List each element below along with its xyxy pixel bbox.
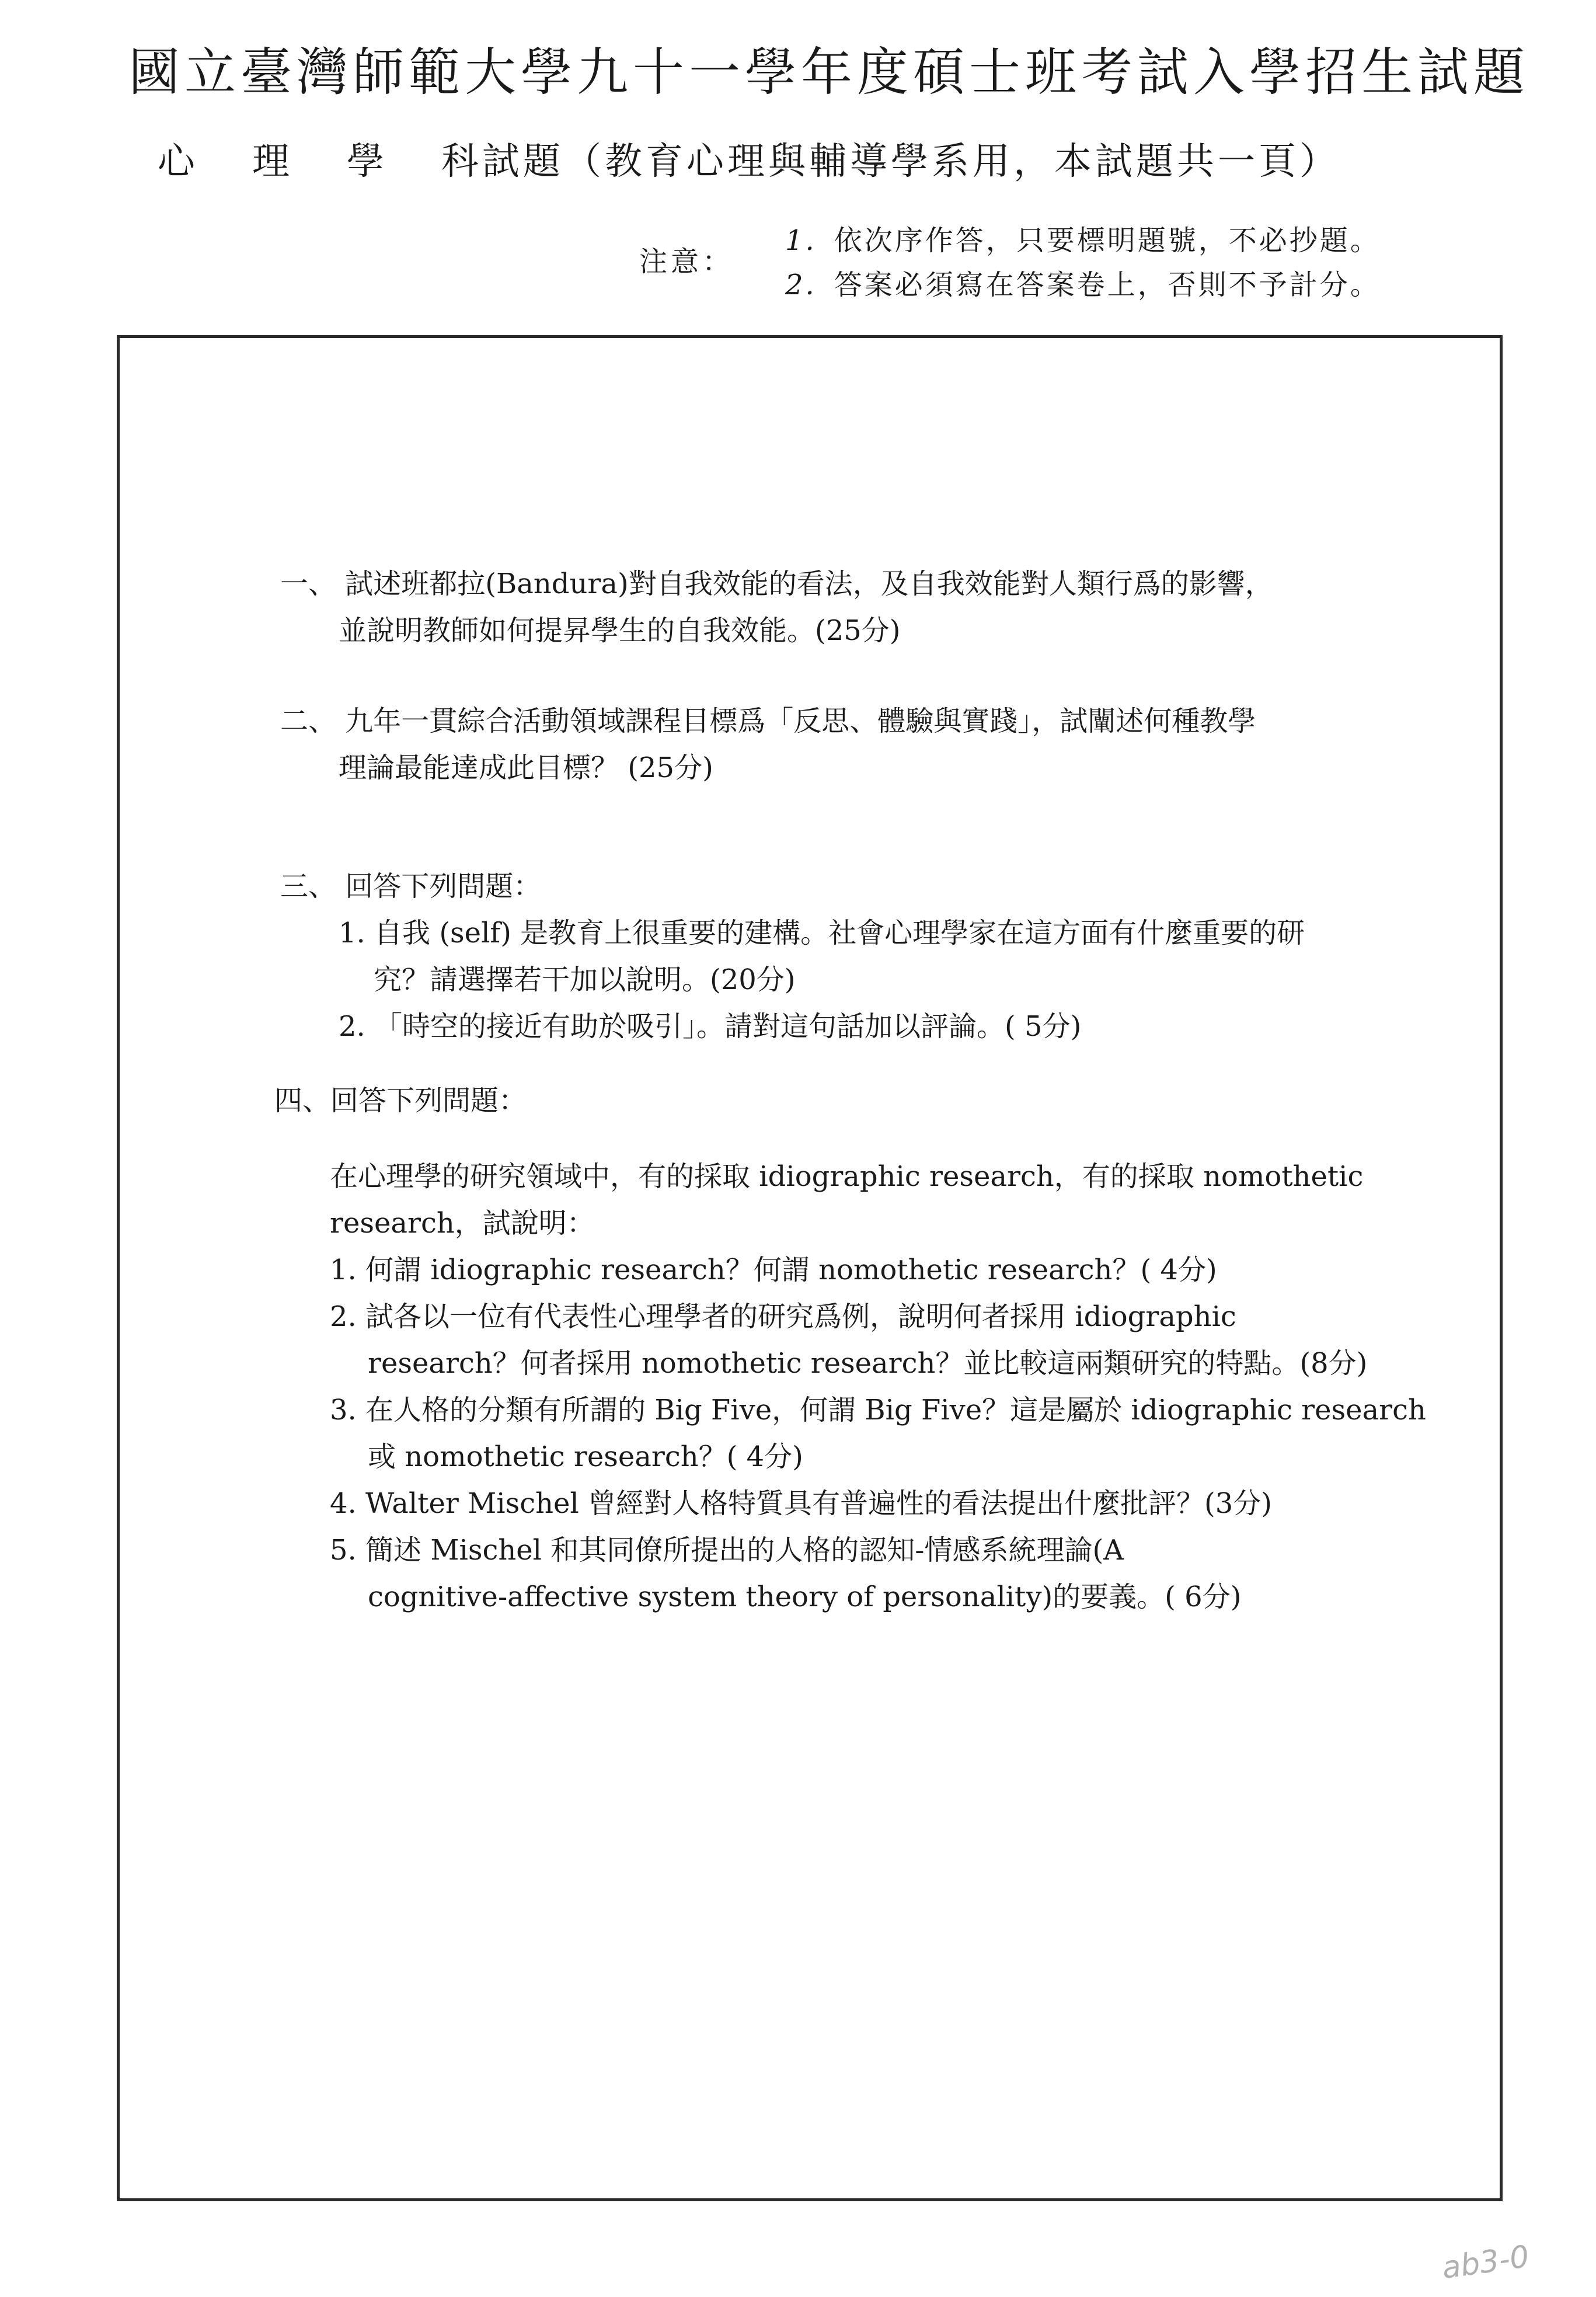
question-4-item-3-line-1: 3. 在人格的分類有所謂的 Big Five，何謂 Big Five？這是屬於 idiographic research [330, 1394, 1426, 1426]
question-4-item-2-line-1: 2. 試各以一位有代表性心理學者的研究爲例，說明何者採用 idiographic [330, 1300, 1236, 1333]
corner-handwritten-mark: ab3-0 [1440, 2239, 1532, 2286]
question-4 [274, 1077, 1426, 1620]
subject-char-1: 心 [158, 140, 195, 183]
notice-label: 注意： [639, 245, 734, 278]
exam-subtitle [158, 140, 1340, 183]
notice-item [785, 271, 1381, 315]
question-4-item-5-line-1: 5. 簡述 Mischel 和其同僚所提出的人格的認知-情感系統理論(A [330, 1534, 1124, 1567]
question-1 [280, 561, 1273, 654]
question-1-line-1: 一、 試述班都拉(Bandura)對自我效能的看法，及自我效能對人類行爲的影響， [280, 568, 1273, 600]
question-4-heading: 四、回答下列問題： [274, 1084, 527, 1117]
exam-title: 國立臺灣師範大學九十一學年度碩士班考試入學招生試題 [128, 42, 1530, 102]
notice-item-number: 1. [785, 224, 817, 257]
question-4-item-2-line-2: research？何者採用 nomothetic research？並比較這兩類研究的特點。(8分) [368, 1347, 1368, 1380]
question-4-intro-line-1: 在心理學的研究領域中，有的採取 idiographic research，有的採取 nomothetic [330, 1160, 1364, 1193]
subject-char-3: 學 [347, 140, 384, 183]
question-2 [280, 698, 1256, 791]
subtitle-rest: 科試題（教育心理與輔導學系用，本試題共一頁） [441, 140, 1340, 183]
question-4-intro-line-2: research，試說明： [330, 1207, 595, 1240]
subject-char-2: 理 [252, 140, 290, 183]
question-4-item-3-line-2: 或 nomothetic research？( 4分) [368, 1440, 803, 1473]
question-3-heading: 三、 回答下列問題： [280, 870, 542, 903]
question-4-item-4: 4. Walter Mischel 曾經對人格特質具有普遍性的看法提出什麼批評？(3分) [330, 1487, 1273, 1520]
notice-item [785, 224, 1381, 271]
question-3-item-1-line-1: 1. 自我 (self) 是教育上很重要的建構。社會心理學家在這方面有什麼重要的研 [339, 917, 1305, 949]
question-4-item-5-line-2: cognitive-affective system theory of personality)的要義。( 6分) [368, 1581, 1242, 1613]
notice-list [785, 224, 1381, 315]
question-2-line-1: 二、 九年一貫綜合活動領域課程目標爲「反思、體驗與實踐」，試闡述何種教學 [280, 705, 1256, 737]
question-3-item-1-line-2: 究？請選擇若干加以說明。(20分) [374, 963, 796, 996]
question-1-line-2: 並說明教師如何提昇學生的自我效能。(25分) [339, 614, 901, 647]
question-2-line-2: 理論最能達成此目標？ (25分) [339, 751, 713, 784]
question-4-item-1: 1. 何謂 idiographic research？何謂 nomothetic research？( 4分) [330, 1254, 1217, 1286]
notice-item-text: 依次序作答，只要標明題號，不必抄題。 [834, 224, 1381, 257]
question-3-item-2: 2. 「時空的接近有助於吸引」。請對這句話加以評論。( 5分) [339, 1010, 1082, 1043]
notice-item-text: 答案必須寫在答案卷上，否則不予計分。 [834, 269, 1381, 301]
notice-item-number: 2. [785, 269, 817, 301]
question-3 [280, 863, 1305, 1050]
